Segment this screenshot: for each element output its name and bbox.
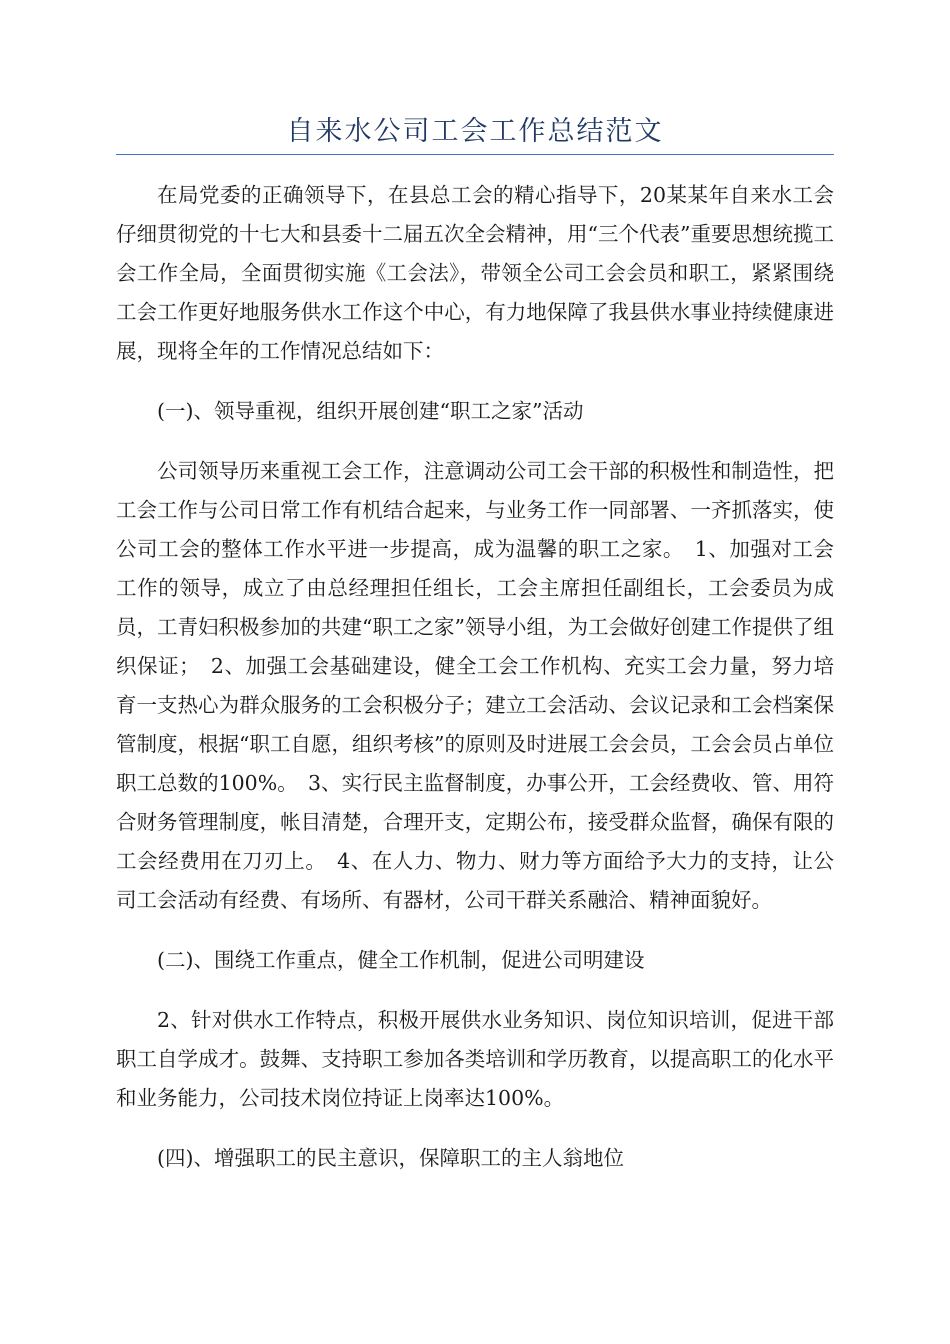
document-title: 自来水公司工会工作总结范文 xyxy=(286,116,664,147)
section-heading-4: (四)、增强职工的民主意识，保障职工的主人翁地位 xyxy=(157,1146,624,1170)
section-2-paragraph: 2、针对供水工作特点，积极开展供水业务知识、岗位知识培训，促进干部职工自学成才。鼓舞、支持职工参加各类培训和学历教育，以提高职工的化水平和业务能力，公司技术岗位持证上岗率达100%。 xyxy=(116,1008,834,1110)
section-heading-2: (二)、围绕工作重点，健全工作机制，促进公司明建设 xyxy=(157,948,645,972)
intro-paragraph: 在局党委的正确领导下，在县总工会的精心指导下，20某某年自来水工会仔细贯彻党的十七大和县委十二届五次全会精神，用“三个代表”重要思想统揽工会工作全局，全面贯彻实施《工会法》，带领全公司工会会员和职工，紧紧围绕工会工作更好地服务供水工作这个中心，有力地保障了我县供水事业持续健康进展，现将全年的工作情况总结如下： xyxy=(116,183,834,363)
section-heading-1: (一)、领导重视，组织开展创建“职工之家”活动 xyxy=(157,399,584,423)
section-1-paragraph: 公司领导历来重视工会工作，注意调动公司工会干部的积极性和制造性，把工会工作与公司日常工作有机结合起来，与业务工作一同部署、一齐抓落实，使公司工会的整体工作水平进一步提高，成为温馨的职工之家。 1、加强对工会工作的领导，成立了由总经理担任组长，工会主席担任副组长，工会委员为成员，工青妇积极参加的共建“职工之家”领导小组，为工会做好创建工作提供了组织保证； 2、加强工会基础建设，健全工会工作机构、充实工会力量，努力培育一支热心为群众服务的工会积极分子；建立工会活动、会议记录和工会档案保管制度，根据“职工自愿，组织考核”的原则及时进展工会会员，工会会员占单位职工总数的100%。 3、实行民主监督制度，办事公开，工会经费收、管、用符合财务管理制度，帐目清楚，合理开支，定期公布，接受群众监督，确保有限的工会经费用在刀刃上。 4、在人力、物力、财力等方面给予大力的支持，让公司工会活动有经费、有场所、有器材，公司干群关系融洽、精神面貌好。 xyxy=(116,459,834,912)
document-body xyxy=(116,176,834,1199)
title-underline xyxy=(116,154,834,155)
